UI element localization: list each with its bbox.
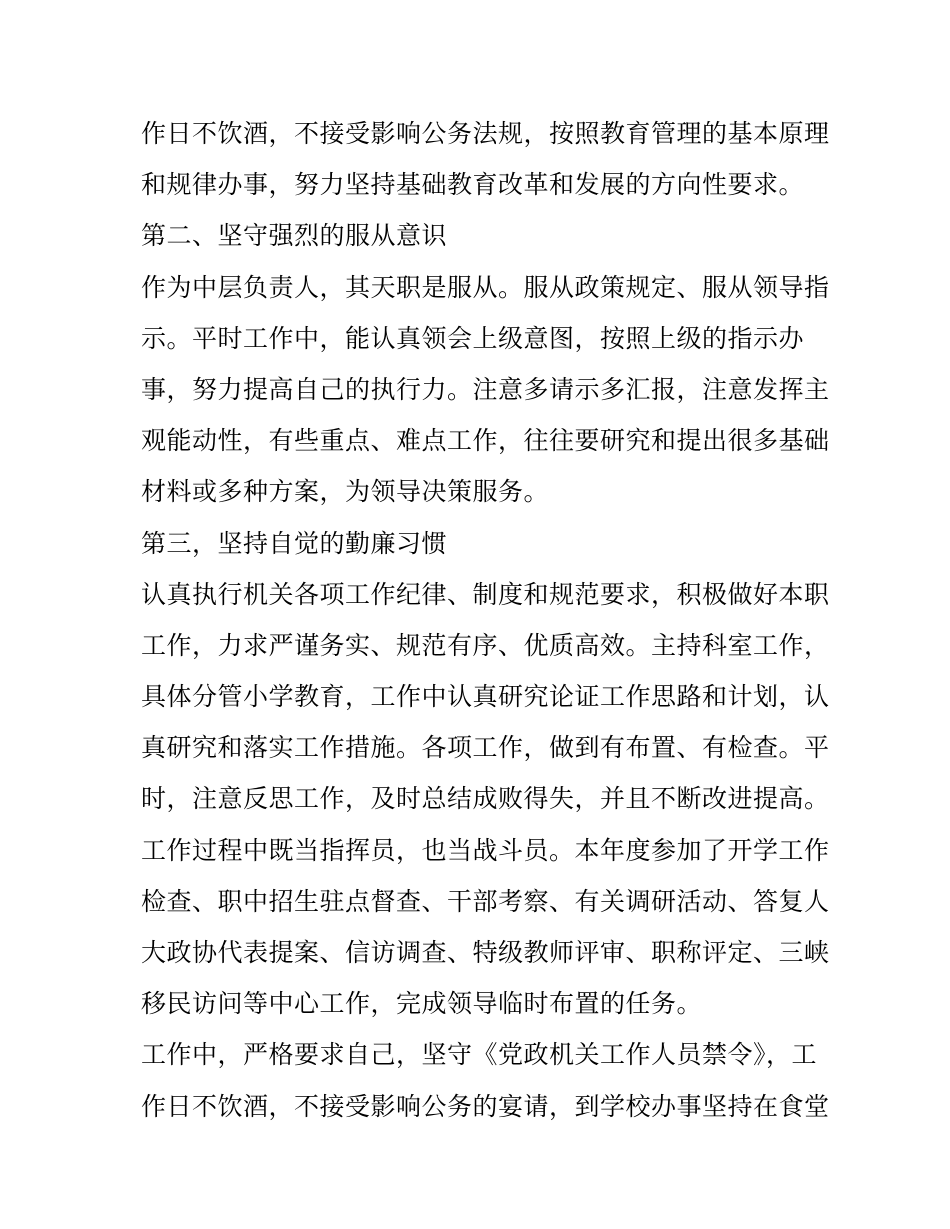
text-line: 认真执行机关各项工作纪律、制度和规范要求，积极做好本职 [141, 579, 830, 609]
text-line: 事，努力提高自己的执行力。注意多请示多汇报，注意发挥主 [141, 374, 830, 404]
text-line: 真研究和落实工作措施。各项工作，做到有布置、有检查。平 [141, 733, 830, 763]
text-line: 具体分管小学教育，工作中认真研究论证工作思路和计划，认 [141, 682, 830, 712]
text-line: 示。平时工作中，能认真领会上级意图，按照上级的指示办 [141, 323, 805, 353]
text-line: 工作中，严格要求自己，坚守《党政机关工作人员禁令》，工 [141, 1040, 818, 1070]
text-line: 移民访问等中心工作，完成领导临时布置的任务。 [141, 989, 703, 1019]
text-line: 工作过程中既当指挥员，也当战斗员。本年度参加了开学工作 [141, 835, 830, 865]
text-line: 和规律办事，努力坚持基础教育改革和发展的方向性要求。 [141, 170, 805, 200]
document-body [141, 108, 830, 1132]
text-line: 检查、职中招生驻点督查、干部考察、有关调研活动、答复人 [141, 886, 830, 916]
text-line: 作为中层负责人，其天职是服从。服从政策规定、服从领导指 [141, 272, 830, 302]
text-line: 观能动性，有些重点、难点工作，往往要研究和提出很多基础 [141, 426, 830, 456]
text-line: 大政协代表提案、信访调查、特级教师评审、职称评定、三峡 [141, 938, 830, 967]
text-line: 工作，力求严谨务实、规范有序、优质高效。主持科室工作， [141, 630, 830, 660]
text-line: 作日不饮酒，不接受影响公务的宴请，到学校办事坚持在食堂 [141, 1091, 830, 1121]
section-heading: 第三，坚持自觉的勤廉习惯 [141, 528, 448, 558]
text-line: 时，注意反思工作，及时总结成败得失，并且不断改进提高。 [141, 784, 830, 814]
text-line: 材料或多种方案，为领导决策服务。 [141, 477, 550, 507]
text-line: 作日不饮酒，不接受影响公务法规，按照教育管理的基本原理 [141, 119, 830, 148]
section-heading: 第二、坚守强烈的服从意识 [141, 221, 448, 251]
